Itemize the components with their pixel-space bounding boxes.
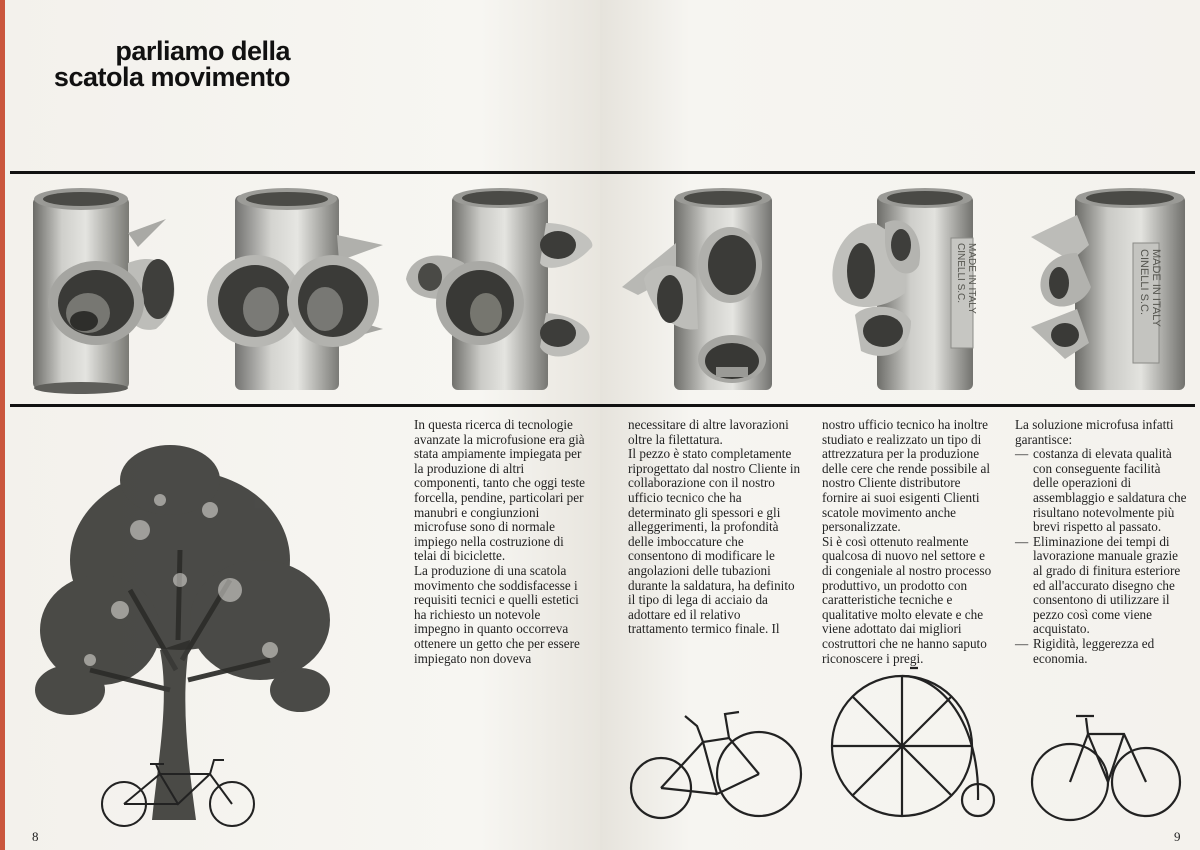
velocipede-illustration <box>1028 708 1188 822</box>
bottom-bracket-shell-view-2 <box>205 183 390 395</box>
stamp-line-1: CINELLI S.C. <box>1138 249 1150 316</box>
list-item: — Eliminazione dei tempi di lavorazione manuale grazie al grado di finitura esteriore ed all'accurato disegno che consentono di utilizzare il pezzo così come viene acquistato. <box>1015 535 1188 637</box>
paragraph: La soluzione microfusa infatti garantisce: <box>1015 417 1174 447</box>
title-line-2: scatola movimento <box>53 62 290 92</box>
title-line-1: parliamo della <box>115 36 290 66</box>
list-item: — costanza di elevata qualità con conseguente facilità delle operazioni di assemblaggio e saldatura che risultano notevolmente più brevi rispetto al passato. <box>1015 447 1188 535</box>
bicycle-under-tree <box>98 752 263 832</box>
paragraph: nostro ufficio tecnico ha inoltre studiato e realizzato un tipo di attrezzatura per la produzione delle cere che rende possibile al nostro Cliente distributore fornire ai suoi esigenti Clienti scatole movimento anche personalizzate. <box>822 417 991 535</box>
bottom-bracket-shell-view-6 <box>1025 183 1190 395</box>
stamp-line-2: MADE IN ITALY <box>966 243 977 314</box>
bottom-bracket-shell-view-5 <box>825 183 990 395</box>
stamp-line-2: MADE IN ITALY <box>1150 249 1162 327</box>
bottom-bracket-shell-view-3 <box>400 183 600 395</box>
bottom-bracket-shell-view-4 <box>620 183 780 395</box>
stamp-line-1: CINELLI S.C. <box>955 243 966 304</box>
bottom-bracket-shell-view-1 <box>28 183 188 395</box>
paragraph: necessitare di altre lavorazioni oltre la filettatura. <box>628 417 789 447</box>
text-column-3 <box>822 418 997 666</box>
paragraph: La produzione di una scatola movimento che soddisfacesse i requisiti tecnici e quelli estetici ha richiesto un notevole impegno in quanto occorreva ottenere un getto che per essere impiegato non doveva <box>414 562 580 666</box>
page-number-right: 9 <box>1174 829 1181 844</box>
text-column-2 <box>628 418 803 637</box>
penny-farthing-illustration <box>830 662 1000 822</box>
text-column-4 <box>1015 418 1188 666</box>
safety-bicycle-illustration <box>625 698 805 820</box>
paragraph: Si è così ottenuto realmente qualcosa di nuovo nel settore e di congeniale al nostro processo produttivo, un prodotto con caratteristiche tecniche e qualitative molto elevate e che viene adottato dai migliori costruttori che ne hanno saputo riconoscere i pregi. <box>822 533 992 666</box>
paragraph: Il pezzo è stato completamente riprogettato dal nostro Cliente in collaborazione con il nostro ufficio tecnico che ha determinato gli spessori e gli alleggerimenti, la profondità delle imboccature che consentono di modificare le angolazioni delle tubazioni durante la saldatura, ha definito il tipo di lega di acciaio da adottare ed il relativo trattamento termico finale. Il <box>628 446 801 637</box>
bottom-divider-rule <box>10 404 1195 407</box>
list-item: — Rigidità, leggerezza ed economia. <box>1015 637 1188 666</box>
red-page-edge <box>0 0 5 850</box>
text-column-1 <box>414 418 586 666</box>
page-number-left: 8 <box>32 829 39 844</box>
top-divider-rule <box>10 171 1195 174</box>
paragraph: In questa ricerca di tecnologie avanzate la microfusione era già stata ampiamente impiegata per la produzione di altri componenti, tanto che oggi teste forcella, pendine, particolari per manubri e congiunzioni microfuse sono di normale impiego nella costruzione di telai di biciclette. <box>414 417 586 564</box>
bullet-list <box>1015 447 1188 666</box>
page-title <box>30 38 290 90</box>
